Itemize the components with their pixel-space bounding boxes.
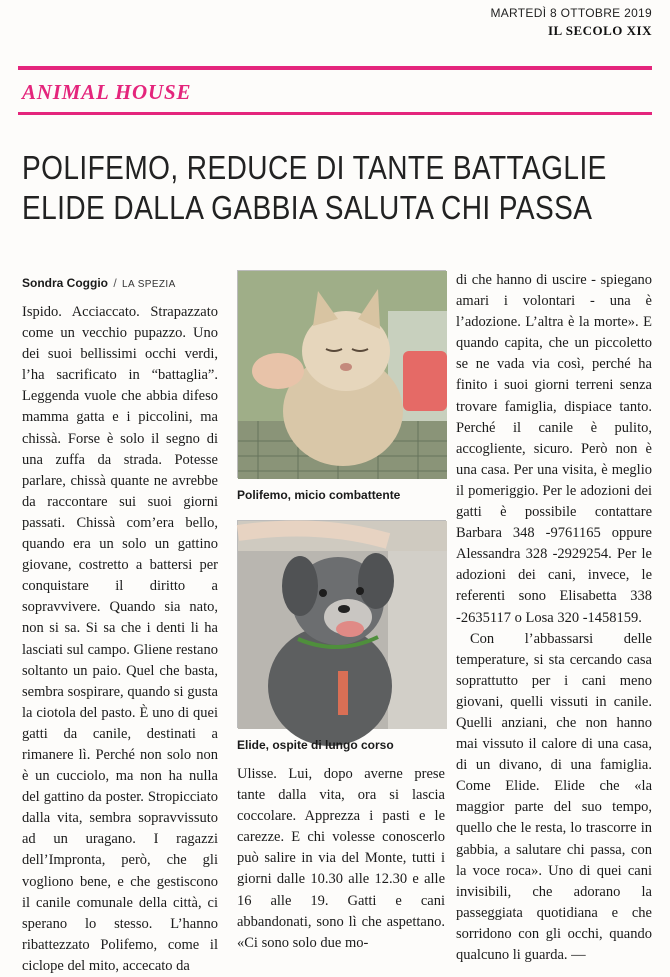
photo-caption-1: Polifemo, micio combattente [237,488,401,502]
section-rule-bottom [18,112,652,115]
paragraph: Con l’abbassarsi delle temperature, si sta cercando casa soprattutto per i cani meno giovani, quelli vissuti in canile. Quelli anziani, che non hanno mai vissuto il calore di una casa, di un divano, di una famiglia. Come Elide. Elide che «la maggior parte del suo tempo, quello che le resta, lo trascorre in gabbia, a salutare chi passa, con la voce roca». Uno di quei cani invisibili, che adorano la passeggiata quotidiana e che sorridono con gli occhi, quando qualcuno li guarda. — [456,630,652,963]
cat-photo [237,270,446,478]
byline [22,276,176,290]
dog-photo [237,520,446,728]
photo-caption-2: Elide, ospite di lungo corso [237,738,394,752]
headline-line-1: POLIFEMO, REDUCE DI TANTE BATTAGLIE [22,149,607,186]
byline-place: LA SPEZIA [122,279,176,290]
article-headline [22,148,607,228]
dog-photo-illustration [238,521,447,729]
article-column-3 [456,270,652,966]
cat-photo-illustration [238,271,447,479]
section-rule-top [18,66,652,70]
article-column-1 [22,302,218,977]
byline-author: Sondra Coggio [22,276,108,290]
section-title: ANIMAL HOUSE [22,80,192,104]
paragraph: Ulisse. Lui, dopo averne prese tante dalla vita, ora si lascia coccolare. Apprezza i pasti e le carezze. E chi volesse conoscerlo può salire in via del Monte, tutti i giorni dalle 10.30 alle 12.30 e alle 16 alle 19. Gatti e cani abbandonati, sono lì che aspettano. «Ci sono solo due mo- [237,766,445,951]
paragraph: di che hanno di uscire - spiegano amari i volontari - una è l’adozione. L’altra è la morte». E quando capita, che un piccoletto se ne vada via così, perché ha finito i suoi giorni terreni senza trovare famiglia, dispiace tanto. Perché il canile è pulito, accogliente, sicuro. Però non è una casa. Per una visita, è meglio il pomeriggio. Per le adozioni dei gatti è possibile contattare Barbara 348 -9761165 oppure Alessandra 328 -2929254. Per le adozioni dei cani, invece, le referenti sono Elisabetta 338 -2635117 o Losa 320 -1458159. [456,272,652,626]
headline-line-2: ELIDE DALLA GABBIA SALUTA CHI PASSA [22,189,593,226]
article-column-2 [237,764,445,954]
newspaper-name: IL SECOLO XIX [547,23,652,38]
issue-date: MARTEDÌ 8 OTTOBRE 2019 [490,6,652,20]
page-header [490,6,652,39]
byline-separator: / [113,276,117,290]
paragraph: Ispido. Acciaccato. Strapazzato come un vecchio pupazzo. Uno dei suoi bellissimi occhi verdi, l’ha sacrificato in “battaglia”. Leggenda vuole che abbia difeso mamma gatta e i piccolini, ma chissà. Forse è solo il segno di una zuffa da strada. Potesse parlare, chissà quante ne avrebbe da raccontare sui suoi giorni passati. Chissà com’era bello, quando era un solo un gattino giovane, costretto a battersi per conquistare il diritto a sopravvivere. Quando sia nato, non si sa. Si sa che i denti li ha lasciati sul campo. Gliene restano soltanto un paio. Quel che basta, sembra sospirare, quando si gusta la ciotola del pasto. È uno di quei gatti da canile, destinati a rimanere lì. Perché non solo non è un cucciolo, ma non ha nulla del gattino da poster. Stropicciato dalla vita, sembra sopravvissuto ad un uragano. I ragazzi dell’Impronta, però, che gli vogliono bene, e che gestiscono il canile comunale della città, ci sperano lo stesso. L’hanno ribattezzato Polifemo, come il ciclope del mito, accecato da [22,304,218,974]
